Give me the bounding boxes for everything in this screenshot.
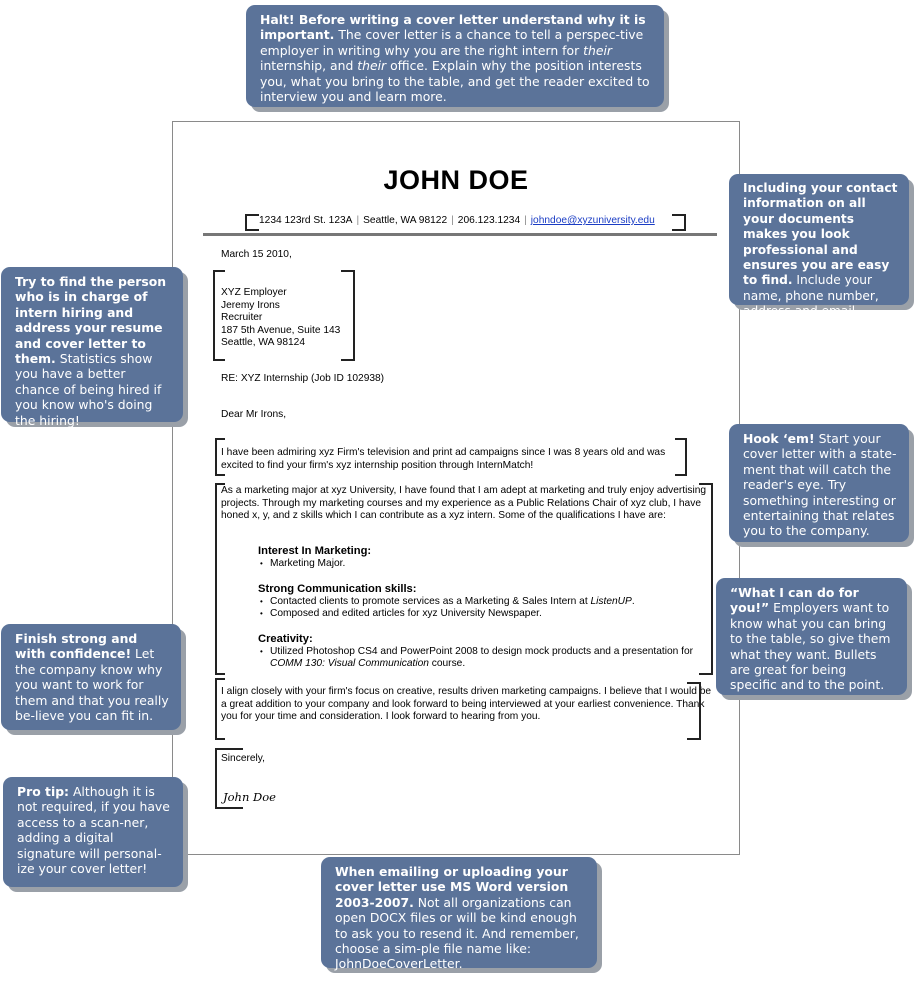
bracket-signature-left (215, 748, 243, 809)
bracket-body-left (215, 483, 225, 675)
contact-phone: 206.123.1234 (457, 215, 521, 226)
hook-paragraph: I have been admiring xyz Firm's television and print ad campaigns since I was 8 years old and was excited to find your firm's xyz internship position through InternMatch! (221, 447, 666, 471)
closing-paragraph: I align closely with your firm's focus on creative, results driven marketing campaigns. I believe that I would be a great addition to your company and look forward to being interviewed at your earliest convenience. Thank you for your time and consideration. I look forward to hearing from you. (221, 686, 712, 723)
contact-address: 1234 123rd St. 123A (259, 215, 353, 226)
callout-finish-strong: Finish strong and with confidence! Let the company know why you want to work for them and that you really be-lieve you can fit in. (1, 624, 181, 730)
letter-date: March 15 2010, (221, 249, 292, 260)
recipient-line: 187 5th Avenue, Suite 143 (221, 324, 341, 336)
bullet-item: • Composed and edited articles for xyz University Newspaper. (258, 608, 708, 621)
bracket-recipient-right (341, 270, 355, 361)
bullet-item: • Contacted clients to promote services as a Marketing & Sales Intern at ListenUP. (258, 596, 708, 609)
bullet-item: • Marketing Major. (258, 558, 708, 571)
salutation: Dear Mr Irons, (221, 409, 287, 420)
bracket-hook-left (215, 438, 225, 476)
applicant-name: JOHN DOE (383, 165, 529, 195)
bracket-hook-right (675, 438, 687, 476)
callout-what-i-can-do: “What I can do for you!” Employers want to know what you can bring to the table, so give them what they want. Bullets are great for being specific and to the point. (716, 578, 907, 695)
callout-pro-tip: Pro tip: Although it is not required, if you have access to a scan-ner, adding a digital signature will personal-ize your cover letter! (3, 777, 183, 887)
recipient-block (221, 287, 340, 350)
bullet-item: • Utilized Photoshop CS4 and PowerPoint 2008 to design mock products and a presentation for COMM 130: Visual Communication course. (258, 646, 700, 671)
contact-line: 1234 123rd St. 123A | Seattle, WA 98122 | 206.123.1234 | johndoe@xyzuniversity.edu (259, 215, 655, 226)
section-heading: Interest In Marketing: (258, 545, 372, 557)
bracket-recipient-left (213, 270, 225, 361)
contact-city: Seattle, WA 98122 (363, 215, 448, 226)
recipient-line: Jeremy Irons (221, 299, 280, 311)
bracket-body-right (699, 483, 713, 675)
signoff: Sincerely, (221, 753, 265, 764)
callout-find-person: Try to find the person who is in charge of intern hiring and address your resume and cover letter to them. Statistics show you have a better chance of being hired if you know who's doing the hiring! (1, 267, 183, 422)
section-heading: Creativity: (258, 632, 313, 645)
cover-letter-page (172, 121, 740, 855)
header-rule (203, 233, 717, 236)
bracket-closing-right (687, 682, 701, 740)
recipient-line: XYZ Employer (221, 287, 287, 298)
callout-why-cover-letter: Halt! Before writing a cover letter understand why it is important. The cover letter is a chance to tell a perspec-tive employer in writing why you are the right intern for their internship, and their office. Explain why the position interests you, what you bring to the table, and get the reader excited to interview you and learn more. (246, 5, 664, 107)
callout-contact-info: Including your contact information on all your documents makes you look professional and ensures you are easy to find. Include your name, phone number, address and email. (729, 174, 909, 305)
body-paragraph: As a marketing major at xyz University, I have found that I am adept at marketing and truly enjoy advertising projects. Through my marketing courses and my experience as a Public Relations Chair of xyz club, I have honed x, y, and z skills which I can contribute as a xyz intern. Some of the qualifications I have are: (221, 485, 707, 522)
section-heading: Strong Communication skills: (258, 583, 417, 596)
callout-hook: Hook ‘em! Start your cover letter with a state-ment that will catch the reader's eye. Try something interesting or entertaining that relates you to the company. (729, 424, 909, 542)
signature: John Doe (223, 790, 276, 804)
recipient-line: Seattle, WA 98124 (221, 337, 306, 349)
bracket-contact-left (245, 214, 259, 231)
bracket-closing-left (215, 678, 225, 740)
contact-email-link[interactable]: johndoe@xyzuniversity.edu (530, 215, 655, 226)
callout-emailing: When emailing or uploading your cover letter use MS Word version 2003-2007. Not all organizations can open DOCX files or will be kind enough to ask you to resend it. And remember, choose a sim-ple file name like: JohnDoeCoverLetter. (321, 857, 597, 968)
re-line: RE: XYZ Internship (Job ID 102938) (221, 373, 385, 384)
qualifications-list (258, 545, 708, 671)
bracket-contact-right (672, 214, 686, 231)
recipient-line: Recruiter (221, 312, 263, 324)
